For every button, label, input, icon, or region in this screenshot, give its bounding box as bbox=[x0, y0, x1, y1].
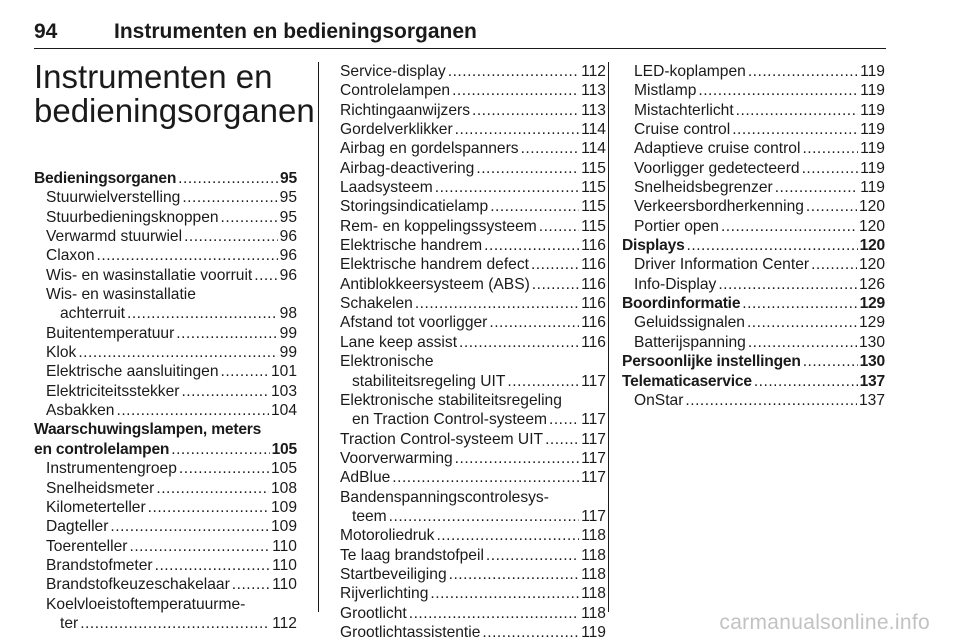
toc-section-boordinformatie[interactable]: Boordinformatie ..... 129 bbox=[622, 294, 885, 313]
toc-entry[interactable]: Service-display ..... 112 bbox=[340, 62, 606, 81]
toc-entry[interactable]: Elektrische handrem defect ..... 116 bbox=[340, 255, 606, 274]
toc-entry[interactable]: Elektrische aansluitingen ..... 101 bbox=[34, 362, 297, 381]
toc-entry[interactable]: Rijverlichting ..... 118 bbox=[340, 584, 606, 603]
toc-entry-wrap-cont[interactable]: stabiliteitsregeling UIT ..... 117 bbox=[340, 372, 606, 391]
toc-entry[interactable]: LED-koplampen ..... 119 bbox=[622, 62, 885, 81]
toc-entry-wrap-line[interactable]: Bandenspanningscontrolesys- bbox=[340, 488, 549, 506]
toc-entry[interactable]: Startbeveiliging ..... 118 bbox=[340, 565, 606, 584]
toc-entry[interactable]: Portier open ..... 120 bbox=[622, 217, 885, 236]
toc-section-telematicaservice[interactable]: Telematicaservice ..... 137 bbox=[622, 372, 885, 391]
toc-column-2 bbox=[340, 62, 606, 642]
toc-entry[interactable]: Stuurwielverstelling ..... 95 bbox=[34, 188, 297, 207]
toc-entry[interactable]: Elektrische handrem ..... 116 bbox=[340, 236, 606, 255]
toc-entry[interactable]: Driver Information Center ..... 120 bbox=[622, 255, 885, 274]
toc-entry[interactable]: Wis- en wasinstallatie voorruit ..... 96 bbox=[34, 266, 297, 285]
toc-entry[interactable]: Klok ..... 99 bbox=[34, 343, 297, 362]
toc-entry[interactable]: Instrumentengroep ..... 105 bbox=[34, 459, 297, 478]
toc-entry[interactable]: Voorverwarming ..... 117 bbox=[340, 449, 606, 468]
toc-entry[interactable]: Mistlamp ..... 119 bbox=[622, 81, 885, 100]
chapter-title bbox=[34, 60, 314, 128]
toc-entry[interactable]: Controlelampen ..... 113 bbox=[340, 81, 606, 100]
column-divider-2 bbox=[608, 62, 609, 612]
toc-entry[interactable]: Snelheidsbegrenzer ..... 119 bbox=[622, 178, 885, 197]
toc-entry-wrap-cont[interactable]: teem ..... 117 bbox=[340, 507, 606, 526]
toc-entry[interactable]: Buitentemperatuur ..... 99 bbox=[34, 324, 297, 343]
page-header bbox=[34, 8, 886, 49]
toc-entry[interactable]: Antiblokkeersysteem (ABS) ..... 116 bbox=[340, 275, 606, 294]
toc-entry[interactable]: Cruise control ..... 119 bbox=[622, 120, 885, 139]
toc-entry[interactable]: Dagteller ..... 109 bbox=[34, 517, 297, 536]
toc-entry[interactable]: Claxon ..... 96 bbox=[34, 246, 297, 265]
toc-entry-wrap-cont[interactable]: en Traction Control-systeem ..... 117 bbox=[340, 410, 606, 429]
toc-entry[interactable]: Laadsysteem ..... 115 bbox=[340, 178, 606, 197]
toc-entry[interactable]: Traction Control-systeem UIT ..... 117 bbox=[340, 430, 606, 449]
toc-entry[interactable]: Grootlicht ..... 118 bbox=[340, 604, 606, 623]
toc-column-1 bbox=[34, 169, 297, 633]
toc-entry[interactable]: Asbakken ..... 104 bbox=[34, 401, 297, 420]
toc-entry[interactable]: Adaptieve cruise control ..... 119 bbox=[622, 139, 885, 158]
toc-entry[interactable]: Gordelverklikker ..... 114 bbox=[340, 120, 606, 139]
toc-entry-wrap-line[interactable]: Wis- en wasinstallatie bbox=[46, 286, 196, 304]
chapter-title-line-2: bedieningsorganen bbox=[34, 92, 315, 129]
toc-entry[interactable]: Verwarmd stuurwiel ..... 96 bbox=[34, 227, 297, 246]
toc-section-persoonlijke-instellingen[interactable]: Persoonlijke instellingen ..... 130 bbox=[622, 352, 885, 371]
toc-entry[interactable]: Lane keep assist ..... 116 bbox=[340, 333, 606, 352]
chapter-title-line-1: Instrumenten en bbox=[34, 58, 273, 95]
toc-section-displays[interactable]: Displays ..... 120 bbox=[622, 236, 885, 255]
toc-entry[interactable]: Storingsindicatielamp ..... 115 bbox=[340, 197, 606, 216]
toc-entry[interactable]: Elektriciteitsstekker ..... 103 bbox=[34, 382, 297, 401]
toc-entry[interactable]: Voorligger gedetecteerd ..... 119 bbox=[622, 159, 885, 178]
toc-entry[interactable]: Toerenteller ..... 110 bbox=[34, 537, 297, 556]
watermark: carmanualsonline.info bbox=[719, 611, 930, 634]
toc-entry-wrap-cont[interactable]: achterruit ..... 98 bbox=[34, 304, 297, 323]
toc-entry[interactable]: Geluidssignalen ..... 129 bbox=[622, 313, 885, 332]
toc-entry[interactable]: Airbag en gordelspanners ..... 114 bbox=[340, 139, 606, 158]
toc-entry[interactable]: Brandstofmeter ..... 110 bbox=[34, 556, 297, 575]
toc-entry[interactable]: Richtingaanwijzers ..... 113 bbox=[340, 101, 606, 120]
toc-entry[interactable]: Te laag brandstofpeil ..... 118 bbox=[340, 546, 606, 565]
toc-entry-wrap-line[interactable]: Koelvloeistoftemperatuurme- bbox=[46, 595, 246, 613]
toc-entry-wrap-cont[interactable]: ter ..... 112 bbox=[34, 614, 297, 633]
toc-entry[interactable]: Snelheidsmeter ..... 108 bbox=[34, 479, 297, 498]
toc-entry[interactable]: Airbag-deactivering ..... 115 bbox=[340, 159, 606, 178]
toc-entry[interactable]: Brandstofkeuzeschakelaar ..... 110 bbox=[34, 575, 297, 594]
toc-entry-wrap-line[interactable]: Elektronische stabiliteitsregeling bbox=[340, 391, 562, 409]
toc-entry[interactable]: Stuurbedieningsknoppen ..... 95 bbox=[34, 208, 297, 227]
toc-entry[interactable]: Batterijspanning ..... 130 bbox=[622, 333, 885, 352]
toc-section-bedieningsorganen[interactable]: Bedieningsorganen ..... 95 bbox=[34, 169, 297, 188]
toc-entry[interactable]: OnStar ..... 137 bbox=[622, 391, 885, 410]
toc-section-waarschuwingslampen[interactable]: Waarschuwingslampen, meters bbox=[34, 421, 262, 439]
toc-entry[interactable]: Rem- en koppelingssysteem ..... 115 bbox=[340, 217, 606, 236]
toc-column-3 bbox=[622, 62, 885, 410]
column-divider-1 bbox=[318, 62, 319, 612]
toc-entry[interactable]: Motoroliedruk ..... 118 bbox=[340, 526, 606, 545]
toc-entry[interactable]: Mistachterlicht ..... 119 bbox=[622, 101, 885, 120]
toc-entry[interactable]: Grootlichtassistentie ..... 119 bbox=[340, 623, 606, 642]
toc-entry[interactable]: AdBlue ..... 117 bbox=[340, 468, 606, 487]
toc-entry[interactable]: Kilometerteller ..... 109 bbox=[34, 498, 297, 517]
toc-entry[interactable]: Info-Display ..... 126 bbox=[622, 275, 885, 294]
header-title: Instrumenten en bedieningsorganen bbox=[114, 20, 477, 43]
toc-entry-wrap-line[interactable]: Elektronische bbox=[340, 353, 434, 371]
toc-entry[interactable]: Schakelen ..... 116 bbox=[340, 294, 606, 313]
toc-section-waarschuwingslampen-cont[interactable]: en controlelampen ..... 105 bbox=[34, 440, 297, 459]
toc-entry[interactable]: Verkeersbordherkenning ..... 120 bbox=[622, 197, 885, 216]
toc-entry[interactable]: Afstand tot voorligger ..... 116 bbox=[340, 313, 606, 332]
page-number: 94 bbox=[34, 20, 58, 43]
